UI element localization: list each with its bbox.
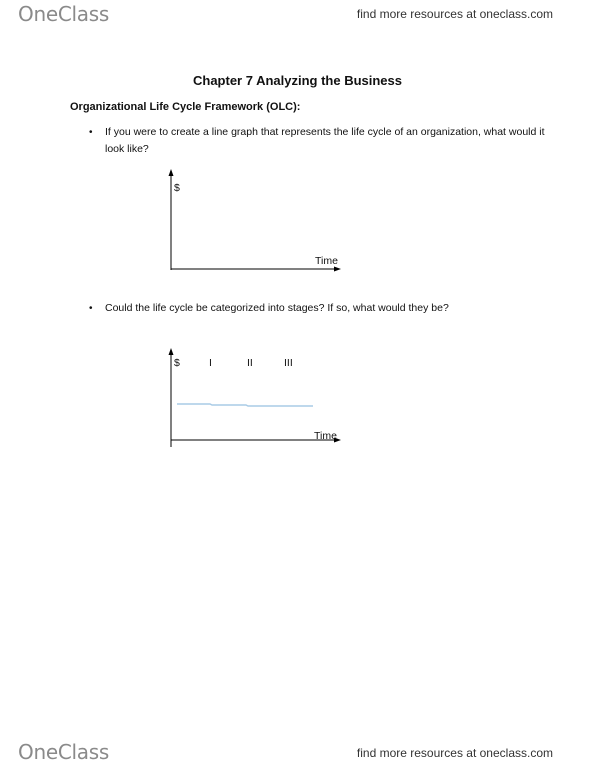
bullet-marker: • [89,303,93,314]
section-heading: Organizational Life Cycle Framework (OLC): [70,101,301,113]
stage-label-2: II [247,357,253,369]
y-axis-arrow [169,169,174,176]
x-axis-label: Time [314,430,337,442]
x-axis-arrow [334,267,341,272]
stage-label-1: I [209,357,212,369]
life-cycle-line [177,404,313,406]
life-cycle-graph-blank [160,168,360,278]
stage-label-3: III [284,357,293,369]
footer-tagline[interactable]: find more resources at oneclass.com [356,746,553,760]
x-axis-label: Time [315,255,338,267]
header-logo: OneClass [18,2,109,26]
bullet-marker: • [89,127,93,138]
bullet-text: If you were to create a line graph that represents the life cycle of an organization, what would it look like? [105,126,545,155]
y-axis-label: $ [174,182,180,194]
life-cycle-graph-stages [160,343,360,453]
header-tagline[interactable]: find more resources at oneclass.com [356,7,553,21]
document-title: Chapter 7 Analyzing the Business [192,73,402,88]
bullet-text: Could the life cycle be categorized into stages? If so, what would they be? [105,302,449,314]
y-axis-arrow [169,348,174,355]
y-axis-label: $ [174,357,180,369]
footer-logo: OneClass [18,740,109,764]
